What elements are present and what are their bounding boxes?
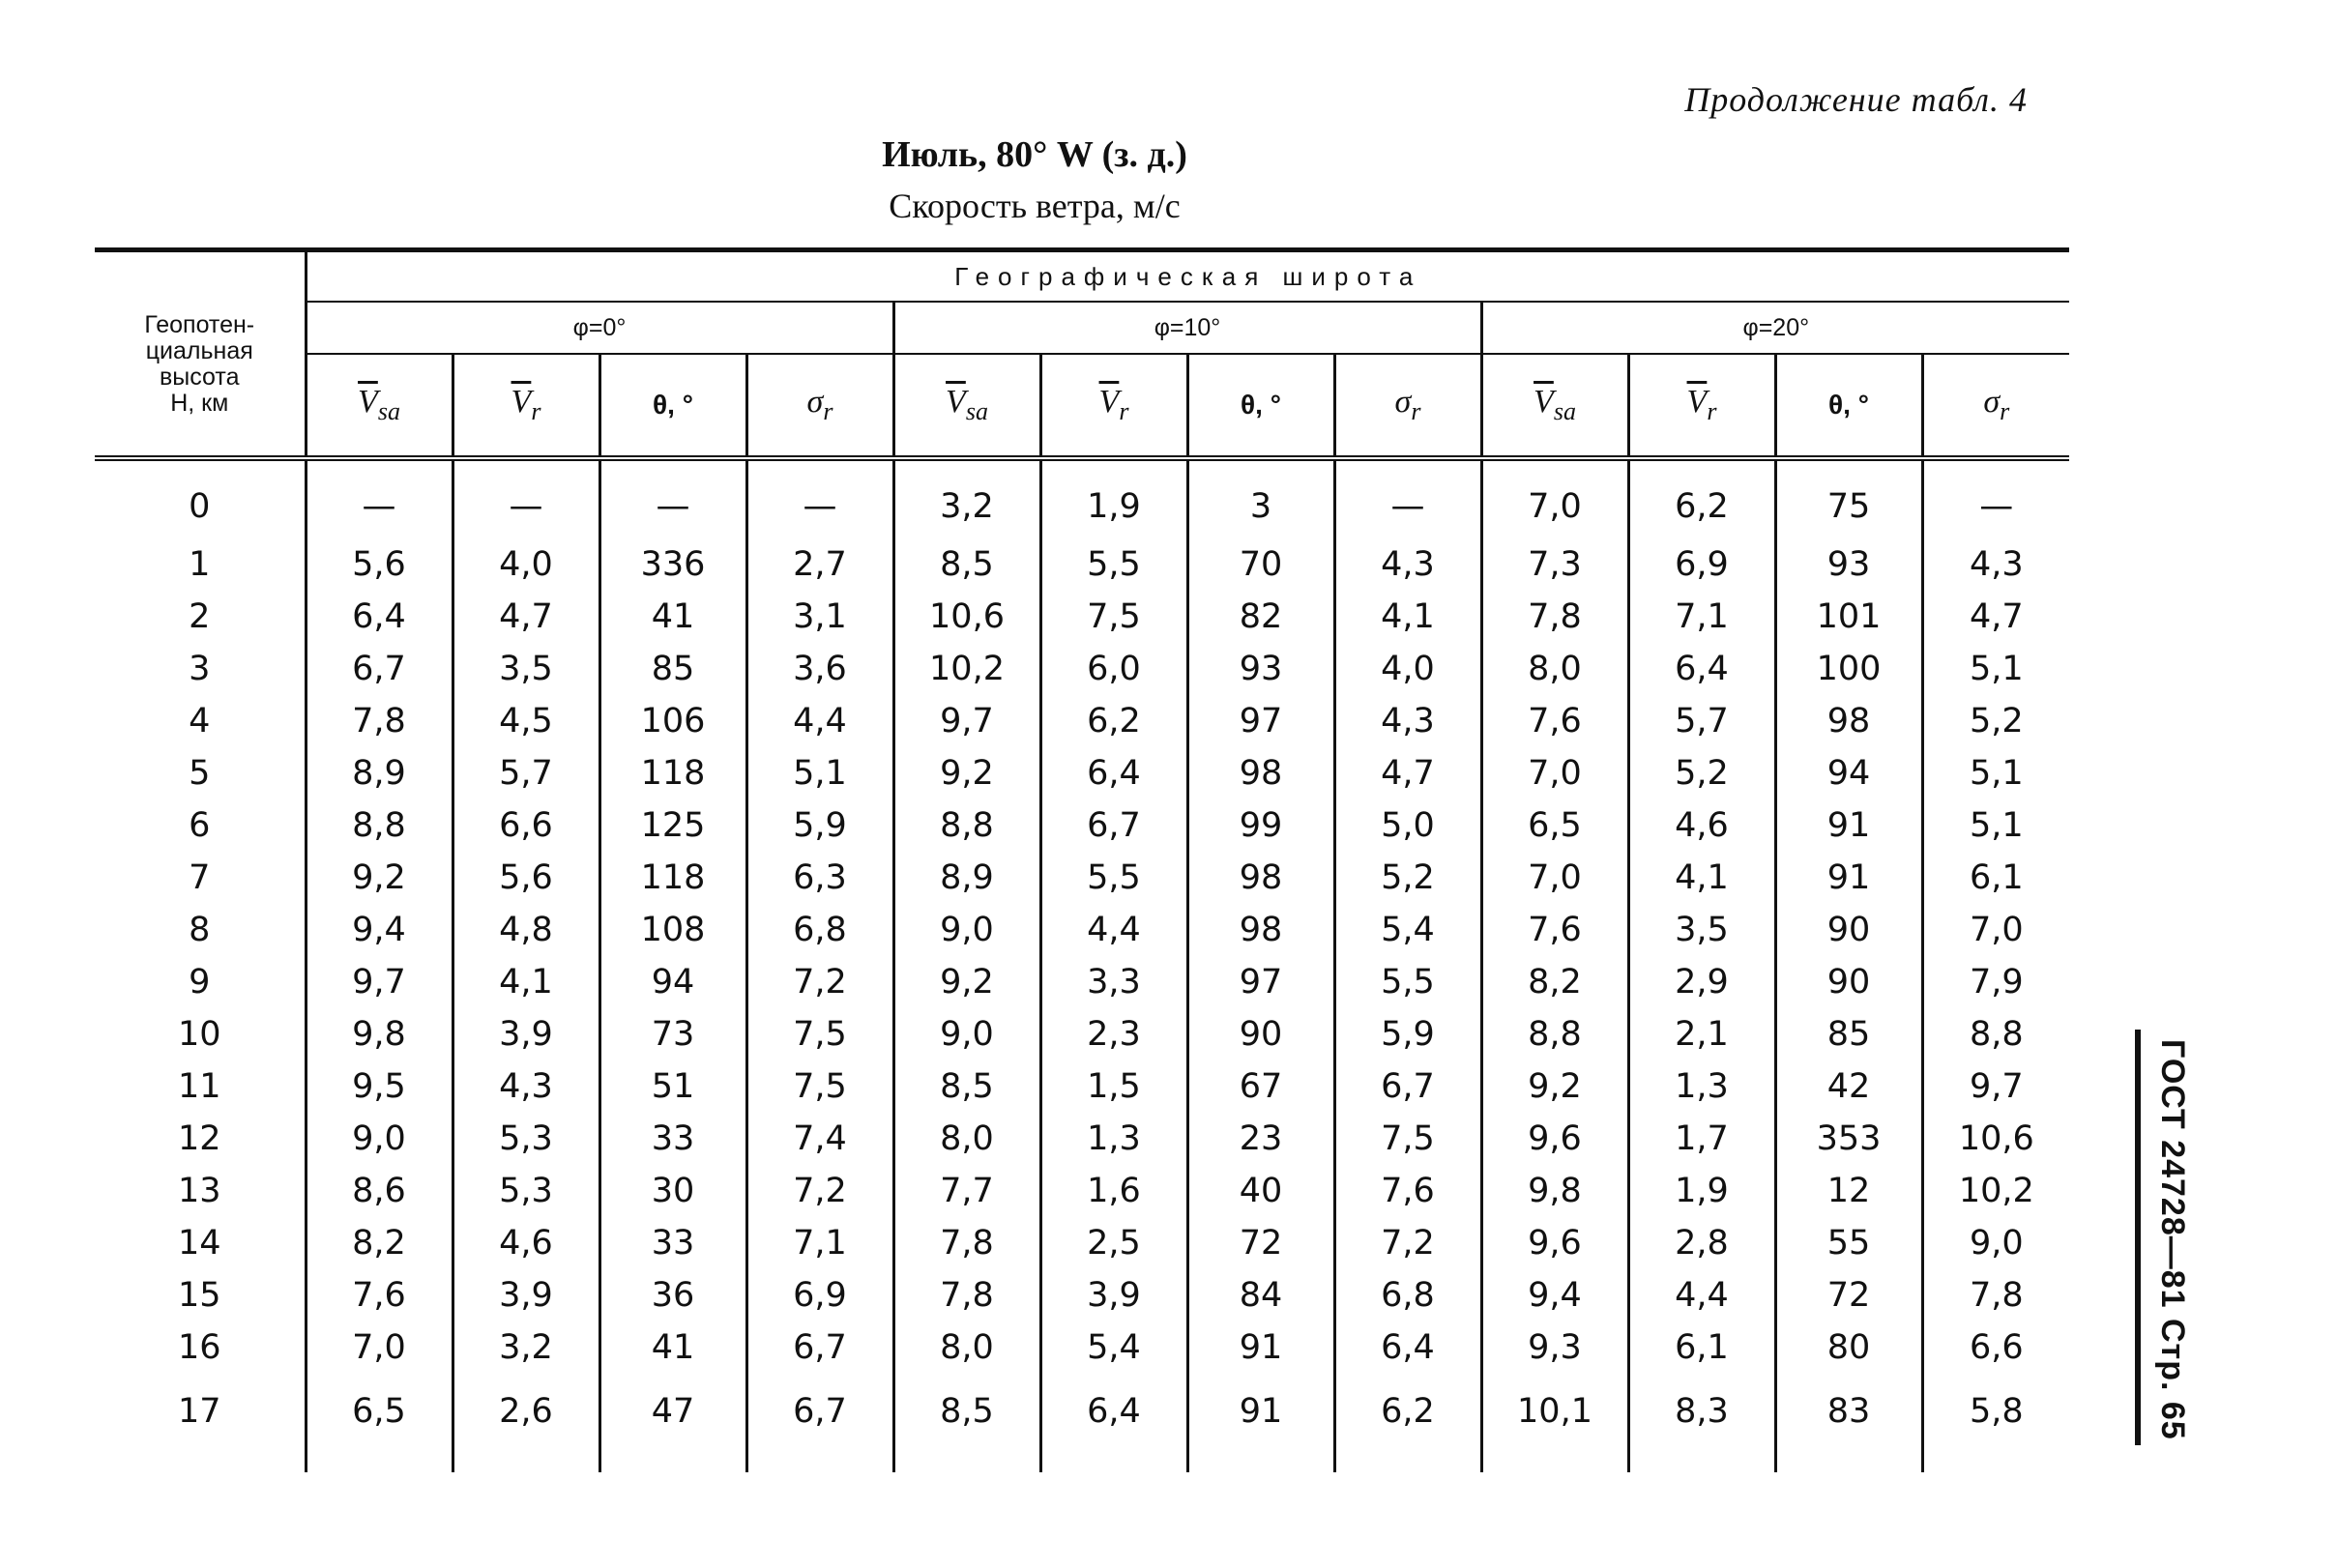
value-cell: 41	[599, 1321, 746, 1374]
value-cell: 8,8	[893, 799, 1040, 852]
value-cell: 91	[1187, 1321, 1334, 1374]
value-cell: 101	[1775, 591, 1922, 643]
value-cell: 108	[599, 904, 746, 956]
value-cell: 1,7	[1628, 1113, 1775, 1165]
value-cell: 3,2	[453, 1321, 599, 1374]
value-cell: 9,6	[1481, 1217, 1628, 1269]
value-cell: 336	[599, 538, 746, 591]
value-cell: 85	[1775, 1008, 1922, 1060]
value-cell: 84	[1187, 1269, 1334, 1321]
height-cell: 13	[177, 1172, 221, 1210]
value-cell: 10,1	[1481, 1374, 1628, 1472]
value-cell: 9,2	[893, 956, 1040, 1008]
header-vsa-1: $\overline{V}_{sa}$	[893, 354, 1040, 458]
value-cell: 4,1	[1628, 852, 1775, 904]
value-cell: 2,9	[1628, 956, 1775, 1008]
value-cell: 7,5	[1334, 1113, 1481, 1165]
value-cell: 6,7	[746, 1374, 893, 1472]
table-row	[95, 1269, 2069, 1321]
header-theta-0: θ, °	[599, 354, 746, 458]
continuation-note: Продолжение табл. 4	[1684, 80, 2028, 119]
value-cell: 7,2	[746, 1165, 893, 1217]
value-cell: 7,5	[746, 1008, 893, 1060]
table-row	[95, 591, 2069, 643]
value-cell: 5,8	[1922, 1374, 2069, 1472]
value-cell: 4,3	[453, 1060, 599, 1113]
value-cell: 2,7	[746, 538, 893, 591]
value-cell: 4,0	[1334, 643, 1481, 695]
value-cell: 6,6	[1922, 1321, 2069, 1374]
value-cell: 8,5	[893, 1374, 1040, 1472]
value-cell: 5,2	[1628, 747, 1775, 799]
value-cell: 3,1	[746, 591, 893, 643]
value-cell: 75	[1775, 458, 1922, 538]
value-cell: 125	[599, 799, 746, 852]
height-cell: 17	[177, 1392, 221, 1431]
value-cell: 118	[599, 747, 746, 799]
height-cell: 5	[189, 754, 211, 793]
latitude-header-20: φ=20°	[1481, 302, 2069, 354]
value-cell: 83	[1775, 1374, 1922, 1472]
value-cell: 9,0	[893, 904, 1040, 956]
value-cell: 91	[1775, 799, 1922, 852]
value-cell: 5,3	[453, 1113, 599, 1165]
value-cell: 3,9	[1040, 1269, 1187, 1321]
value-cell: 8,5	[893, 538, 1040, 591]
value-cell: 6,8	[1334, 1269, 1481, 1321]
value-cell: 91	[1775, 852, 1922, 904]
wind-speed-table	[95, 247, 2069, 1472]
height-cell: 16	[177, 1328, 221, 1367]
value-cell: 7,1	[1628, 591, 1775, 643]
value-cell: 9,5	[306, 1060, 453, 1113]
value-cell: 7,3	[1481, 538, 1628, 591]
value-cell: 73	[599, 1008, 746, 1060]
value-cell: 6,9	[746, 1269, 893, 1321]
value-cell: 8,6	[306, 1165, 453, 1217]
value-cell: 7,8	[1481, 591, 1628, 643]
value-cell: 1,5	[1040, 1060, 1187, 1113]
value-cell: 9,4	[1481, 1269, 1628, 1321]
value-cell: 7,0	[1481, 852, 1628, 904]
value-cell: 8,2	[1481, 956, 1628, 1008]
table-row	[95, 695, 2069, 747]
height-cell: 3	[189, 650, 211, 688]
value-cell: —	[453, 458, 599, 538]
table-row	[95, 1008, 2069, 1060]
value-cell: 6,6	[453, 799, 599, 852]
value-cell: 8,8	[1481, 1008, 1628, 1060]
value-cell: —	[599, 458, 746, 538]
value-cell: 40	[1187, 1165, 1334, 1217]
table-row	[95, 1060, 2069, 1113]
table-title: Июль, 80° W (з. д.)	[882, 134, 1187, 175]
value-cell: 5,2	[1922, 695, 2069, 747]
value-cell: 5,1	[1922, 799, 2069, 852]
value-cell: 6,5	[306, 1374, 453, 1472]
value-cell: 67	[1187, 1060, 1334, 1113]
value-cell: 4,3	[1334, 695, 1481, 747]
value-cell: 7,6	[1481, 695, 1628, 747]
height-cell: 12	[177, 1119, 221, 1158]
value-cell: 4,8	[453, 904, 599, 956]
value-cell: 4,7	[1922, 591, 2069, 643]
value-cell: 5,1	[1922, 747, 2069, 799]
value-cell: 9,0	[306, 1113, 453, 1165]
value-cell: 93	[1775, 538, 1922, 591]
value-cell: 6,7	[1040, 799, 1187, 852]
value-cell: 3,5	[453, 643, 599, 695]
value-cell: 36	[599, 1269, 746, 1321]
value-cell: 9,0	[1922, 1217, 2069, 1269]
value-cell: 97	[1187, 956, 1334, 1008]
value-cell: 2,8	[1628, 1217, 1775, 1269]
value-cell: 6,5	[1481, 799, 1628, 852]
value-cell: 7,0	[1481, 458, 1628, 538]
value-cell: 1,9	[1628, 1165, 1775, 1217]
value-cell: 2,1	[1628, 1008, 1775, 1060]
value-cell: 10,6	[893, 591, 1040, 643]
header-sigma-0: $\sigma_r$	[746, 354, 893, 458]
value-cell: 118	[599, 852, 746, 904]
value-cell: 4,6	[453, 1217, 599, 1269]
header-theta-1: θ, °	[1187, 354, 1334, 458]
value-cell: 4,5	[453, 695, 599, 747]
value-cell: 9,7	[1922, 1060, 2069, 1113]
value-cell: 6,9	[1628, 538, 1775, 591]
value-cell: 3	[1187, 458, 1334, 538]
table-row	[95, 747, 2069, 799]
value-cell: 4,1	[453, 956, 599, 1008]
table-row	[95, 852, 2069, 904]
value-cell: 353	[1775, 1113, 1922, 1165]
table-row	[95, 1374, 2069, 1472]
value-cell: 8,5	[893, 1060, 1040, 1113]
value-cell: 5,7	[1628, 695, 1775, 747]
header-vsa-2: $\overline{V}_{sa}$	[1481, 354, 1628, 458]
value-cell: 5,9	[1334, 1008, 1481, 1060]
value-cell: 9,2	[893, 747, 1040, 799]
value-cell: 94	[599, 956, 746, 1008]
height-cell: 15	[177, 1276, 221, 1315]
value-cell: 7,0	[1481, 747, 1628, 799]
value-cell: 6,4	[1628, 643, 1775, 695]
value-cell: 98	[1187, 904, 1334, 956]
value-cell: 8,0	[893, 1113, 1040, 1165]
value-cell: 6,2	[1334, 1374, 1481, 1472]
value-cell: 1,9	[1040, 458, 1187, 538]
value-cell: 80	[1775, 1321, 1922, 1374]
value-cell: 47	[599, 1374, 746, 1472]
value-cell: 1,3	[1628, 1060, 1775, 1113]
table-row	[95, 538, 2069, 591]
stub-line-4: H, км	[170, 390, 229, 417]
value-cell: 9,0	[893, 1008, 1040, 1060]
value-cell: 3,6	[746, 643, 893, 695]
value-cell: —	[1334, 458, 1481, 538]
value-cell: 7,8	[1922, 1269, 2069, 1321]
value-cell: 6,8	[746, 904, 893, 956]
value-cell: 7,0	[1922, 904, 2069, 956]
value-cell: 3,9	[453, 1008, 599, 1060]
latitude-header-10: φ=10°	[893, 302, 1481, 354]
value-cell: 5,0	[1334, 799, 1481, 852]
value-cell: 4,7	[1334, 747, 1481, 799]
height-column-header	[95, 250, 306, 459]
table-body	[95, 458, 2069, 1472]
latitude-header-0: φ=0°	[306, 302, 893, 354]
value-cell: 94	[1775, 747, 1922, 799]
value-cell: 4,3	[1922, 538, 2069, 591]
header-theta-2: θ, °	[1775, 354, 1922, 458]
value-cell: 3,9	[453, 1269, 599, 1321]
height-cell: 1	[189, 545, 211, 584]
value-cell: 7,6	[1334, 1165, 1481, 1217]
height-cell: 7	[189, 858, 211, 897]
value-cell: 7,8	[893, 1217, 1040, 1269]
value-cell: —	[1922, 458, 2069, 538]
height-cell: 4	[189, 702, 211, 740]
value-cell: 9,7	[893, 695, 1040, 747]
table-row	[95, 1165, 2069, 1217]
value-cell: 4,7	[453, 591, 599, 643]
value-cell: 8,9	[306, 747, 453, 799]
value-cell: 6,2	[1040, 695, 1187, 747]
value-cell: 9,2	[306, 852, 453, 904]
value-cell: 7,2	[1334, 1217, 1481, 1269]
value-cell: 4,4	[746, 695, 893, 747]
value-cell: 82	[1187, 591, 1334, 643]
table-row	[95, 956, 2069, 1008]
value-cell: 106	[599, 695, 746, 747]
value-cell: 23	[1187, 1113, 1334, 1165]
value-cell: 5,1	[1922, 643, 2069, 695]
stub-line-2: циальная	[145, 337, 253, 364]
value-cell: 6,7	[1334, 1060, 1481, 1113]
value-cell: 90	[1775, 956, 1922, 1008]
header-sigma-1: $\sigma_r$	[1334, 354, 1481, 458]
value-cell: 6,1	[1628, 1321, 1775, 1374]
header-vr-0: $\overline{V}_r$	[453, 354, 599, 458]
header-vr-1: $\overline{V}_r$	[1040, 354, 1187, 458]
stub-line-3: высота	[160, 363, 240, 391]
value-cell: 7,8	[306, 695, 453, 747]
value-cell: 90	[1775, 904, 1922, 956]
page-reference: ГОСТ 24728—81 Стр. 65	[2154, 1039, 2191, 1440]
value-cell: 4,6	[1628, 799, 1775, 852]
value-cell: 6,7	[306, 643, 453, 695]
value-cell: 98	[1775, 695, 1922, 747]
value-cell: 8,2	[306, 1217, 453, 1269]
value-cell: 6,3	[746, 852, 893, 904]
value-cell: 55	[1775, 1217, 1922, 1269]
height-cell: 10	[177, 1015, 221, 1054]
value-cell: 2,6	[453, 1374, 599, 1472]
value-cell: 8,8	[1922, 1008, 2069, 1060]
value-cell: 91	[1187, 1374, 1334, 1472]
variable-header-row	[95, 354, 2069, 458]
table-subtitle: Скорость ветра, м/с	[889, 187, 1181, 225]
header-vr-2: $\overline{V}_r$	[1628, 354, 1775, 458]
height-cell: 9	[189, 963, 211, 1002]
value-cell: 93	[1187, 643, 1334, 695]
value-cell: 5,1	[746, 747, 893, 799]
value-cell: 9,4	[306, 904, 453, 956]
header-vsa-0: $\overline{V}_{sa}$	[306, 354, 453, 458]
value-cell: 6,0	[1040, 643, 1187, 695]
value-cell: 42	[1775, 1060, 1922, 1113]
value-cell: 9,6	[1481, 1113, 1628, 1165]
value-cell: 8,3	[1628, 1374, 1775, 1472]
wind-speed-table-wrap	[95, 247, 2069, 1472]
value-cell: 9,8	[306, 1008, 453, 1060]
value-cell: 7,5	[746, 1060, 893, 1113]
height-cell: 2	[189, 597, 211, 636]
value-cell: 8,8	[306, 799, 453, 852]
value-cell: —	[746, 458, 893, 538]
value-cell: 7,6	[1481, 904, 1628, 956]
value-cell: 3,5	[1628, 904, 1775, 956]
height-cell: 11	[177, 1067, 221, 1106]
value-cell: 10,2	[893, 643, 1040, 695]
value-cell: 5,4	[1334, 904, 1481, 956]
table-row	[95, 904, 2069, 956]
value-cell: 6,1	[1922, 852, 2069, 904]
value-cell: 2,3	[1040, 1008, 1187, 1060]
value-cell: 1,3	[1040, 1113, 1187, 1165]
value-cell: 6,4	[1040, 747, 1187, 799]
value-cell: 4,4	[1040, 904, 1187, 956]
value-cell: 5,2	[1334, 852, 1481, 904]
value-cell: 100	[1775, 643, 1922, 695]
value-cell: 5,5	[1040, 852, 1187, 904]
value-cell: 6,7	[746, 1321, 893, 1374]
value-cell: 10,6	[1922, 1113, 2069, 1165]
value-cell: 8,0	[893, 1321, 1040, 1374]
value-cell: 4,3	[1334, 538, 1481, 591]
value-cell: 7,8	[893, 1269, 1040, 1321]
value-cell: 3,2	[893, 458, 1040, 538]
value-cell: 99	[1187, 799, 1334, 852]
value-cell: 98	[1187, 852, 1334, 904]
value-cell: 10,2	[1922, 1165, 2069, 1217]
value-cell: 9,8	[1481, 1165, 1628, 1217]
value-cell: 97	[1187, 695, 1334, 747]
value-cell: 9,2	[1481, 1060, 1628, 1113]
header-sigma-2: $\sigma_r$	[1922, 354, 2069, 458]
value-cell: 41	[599, 591, 746, 643]
value-cell: 90	[1187, 1008, 1334, 1060]
table-row	[95, 643, 2069, 695]
height-cell: 0	[189, 487, 211, 526]
value-cell: 85	[599, 643, 746, 695]
value-cell: 33	[599, 1113, 746, 1165]
value-cell: 5,3	[453, 1165, 599, 1217]
value-cell: 72	[1775, 1269, 1922, 1321]
value-cell: 4,0	[453, 538, 599, 591]
value-cell: 5,5	[1334, 956, 1481, 1008]
value-cell: —	[306, 458, 453, 538]
table-row	[95, 799, 2069, 852]
value-cell: 5,7	[453, 747, 599, 799]
table-row	[95, 1321, 2069, 1374]
value-cell: 12	[1775, 1165, 1922, 1217]
height-cell: 14	[177, 1224, 221, 1263]
value-cell: 6,2	[1628, 458, 1775, 538]
value-cell: 98	[1187, 747, 1334, 799]
value-cell: 5,6	[453, 852, 599, 904]
value-cell: 7,0	[306, 1321, 453, 1374]
height-cell: 6	[189, 806, 211, 845]
value-cell: 3,3	[1040, 956, 1187, 1008]
latitude-group-header: Географическая широта	[306, 250, 2069, 303]
value-cell: 8,9	[893, 852, 1040, 904]
value-cell: 72	[1187, 1217, 1334, 1269]
value-cell: 70	[1187, 538, 1334, 591]
value-cell: 7,6	[306, 1269, 453, 1321]
value-cell: 51	[599, 1060, 746, 1113]
value-cell: 5,4	[1040, 1321, 1187, 1374]
value-cell: 6,4	[1334, 1321, 1481, 1374]
value-cell: 7,4	[746, 1113, 893, 1165]
value-cell: 1,6	[1040, 1165, 1187, 1217]
stub-line-1: Геопотен-	[144, 311, 255, 338]
height-cell: 8	[189, 911, 211, 949]
table-row	[95, 458, 2069, 538]
value-cell: 33	[599, 1217, 746, 1269]
value-cell: 7,1	[746, 1217, 893, 1269]
value-cell: 4,4	[1628, 1269, 1775, 1321]
value-cell: 8,0	[1481, 643, 1628, 695]
value-cell: 5,9	[746, 799, 893, 852]
value-cell: 9,3	[1481, 1321, 1628, 1374]
value-cell: 7,9	[1922, 956, 2069, 1008]
value-cell: 5,5	[1040, 538, 1187, 591]
value-cell: 5,6	[306, 538, 453, 591]
table-row	[95, 1217, 2069, 1269]
value-cell: 6,4	[1040, 1374, 1187, 1472]
value-cell: 9,7	[306, 956, 453, 1008]
value-cell: 4,1	[1334, 591, 1481, 643]
value-cell: 30	[599, 1165, 746, 1217]
table-row	[95, 1113, 2069, 1165]
value-cell: 7,5	[1040, 591, 1187, 643]
value-cell: 7,7	[893, 1165, 1040, 1217]
value-cell: 2,5	[1040, 1217, 1187, 1269]
value-cell: 7,2	[746, 956, 893, 1008]
value-cell: 6,4	[306, 591, 453, 643]
